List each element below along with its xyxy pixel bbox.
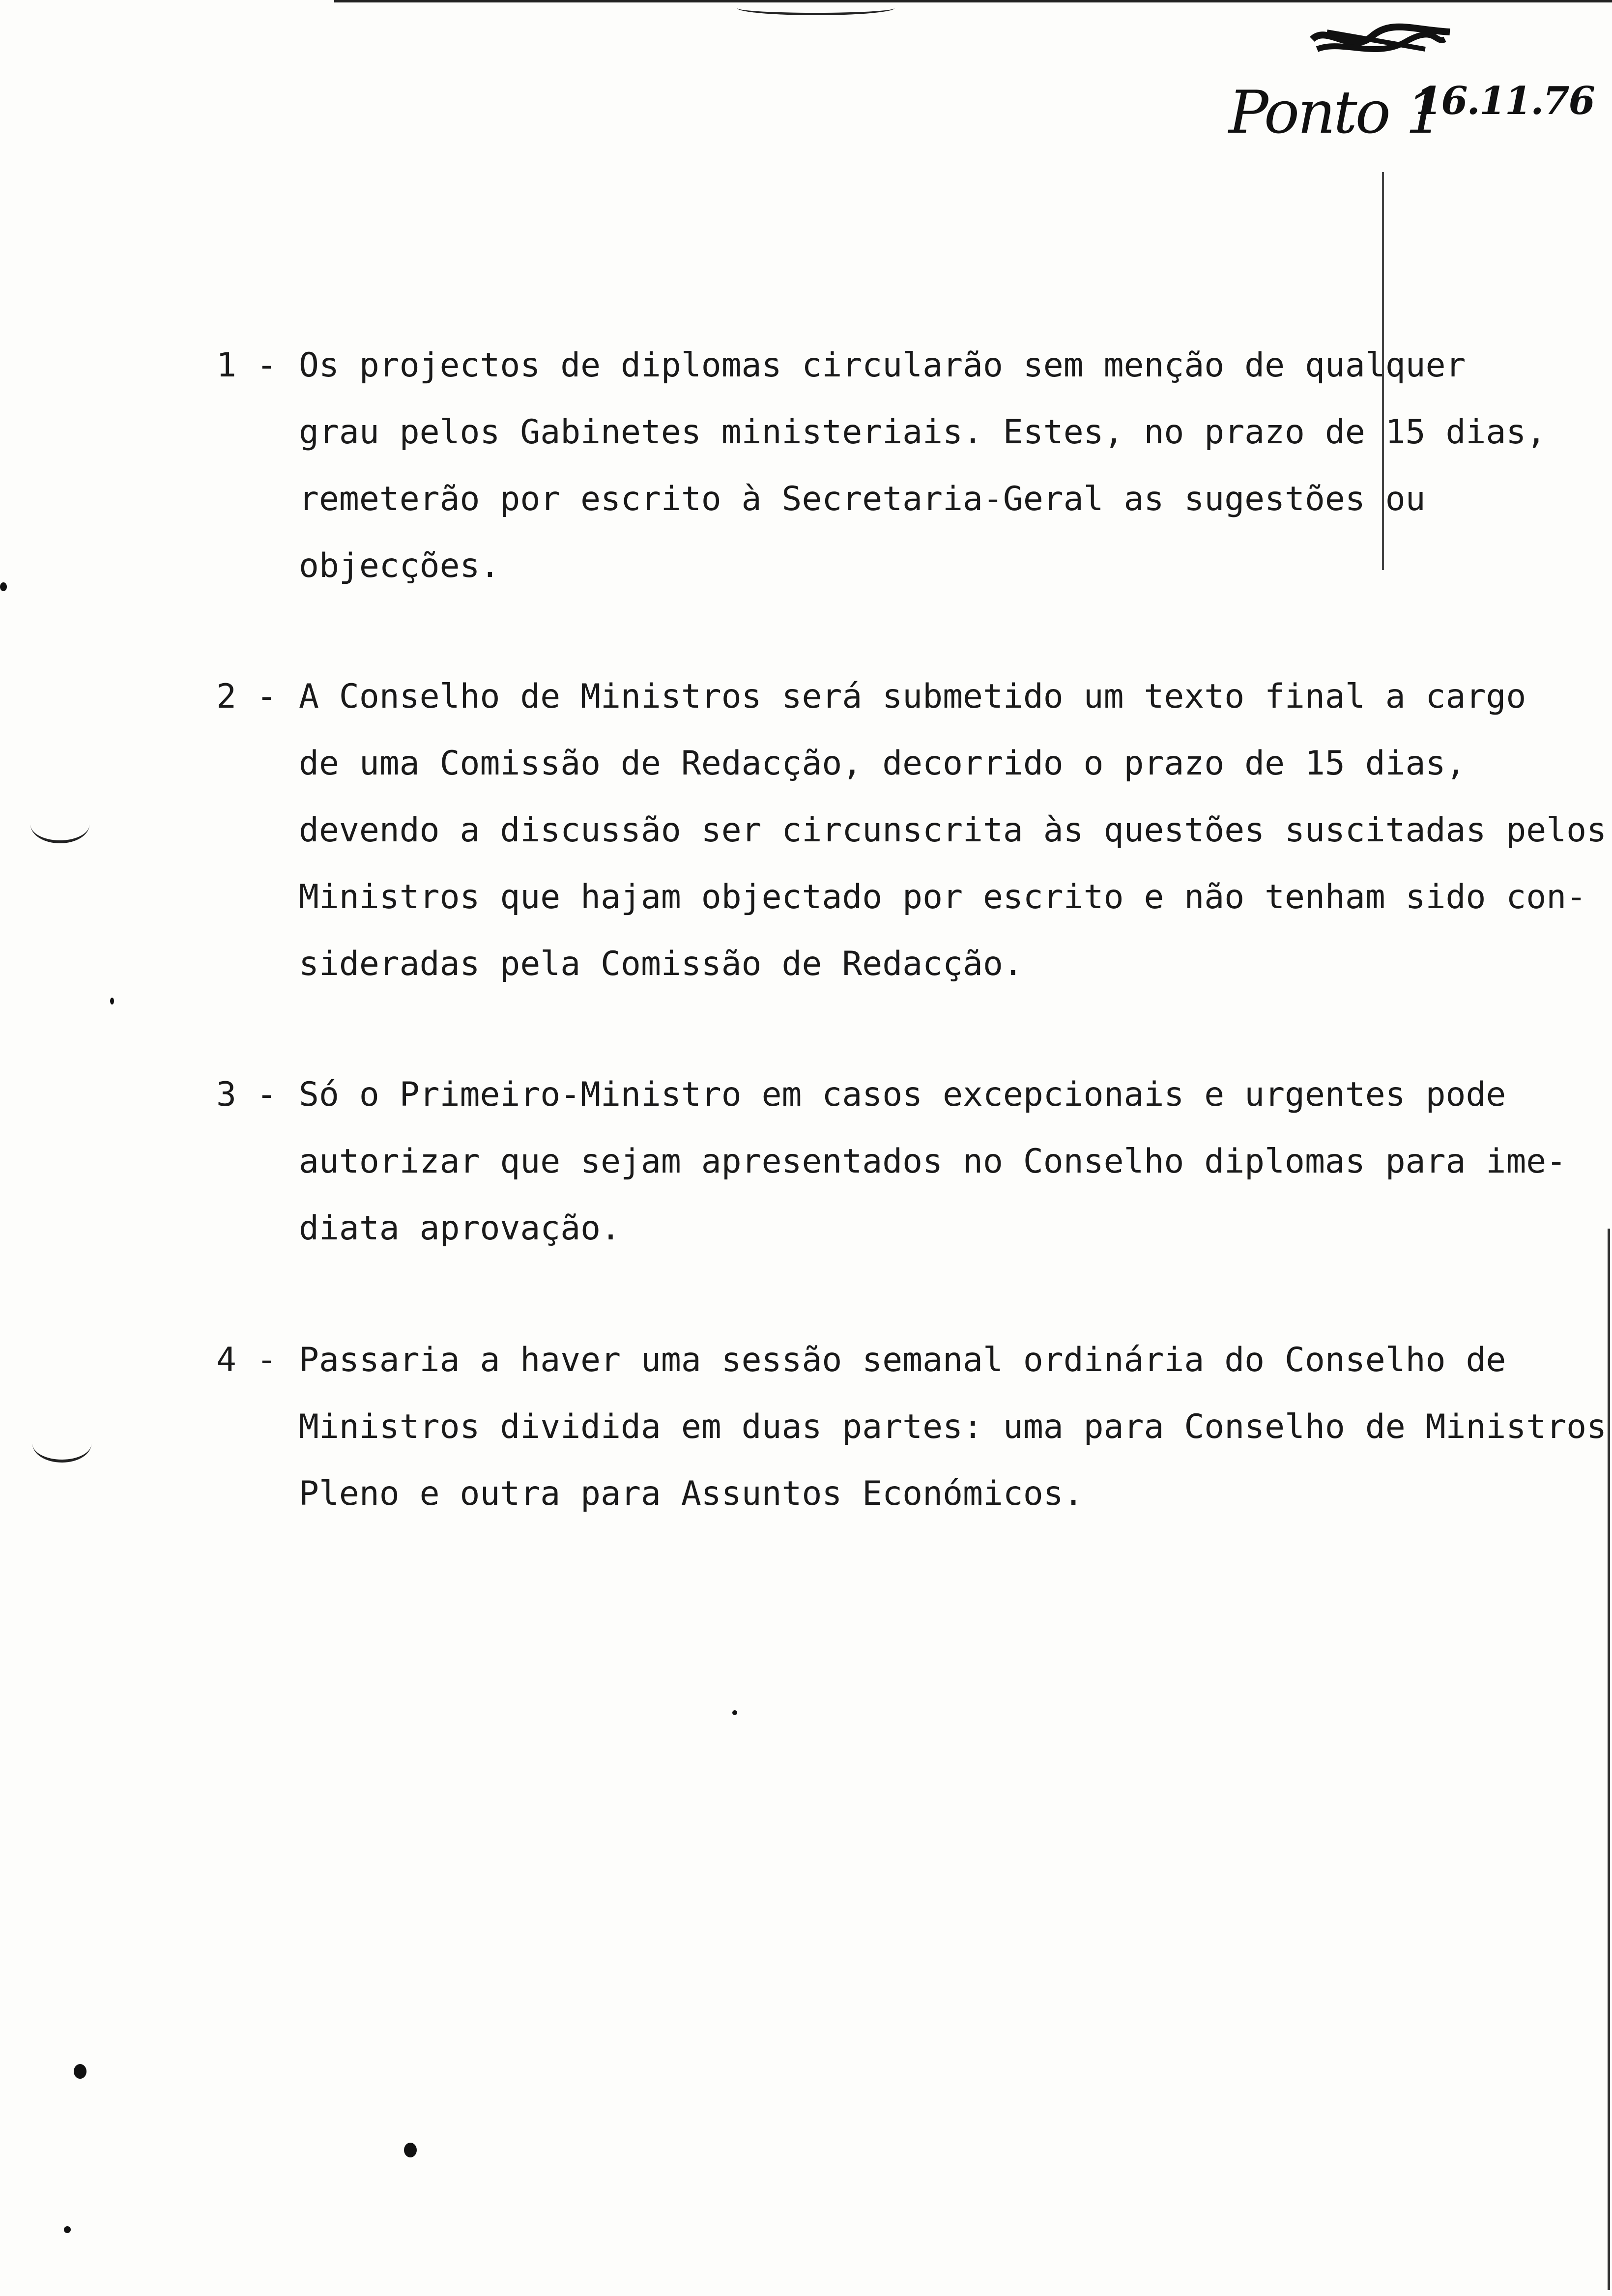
item-line: objecções. [299, 546, 500, 585]
list-item [216, 663, 1607, 998]
crossed-out-scribble [1307, 20, 1455, 64]
item-line: grau pelos Gabinetes ministeriais. Estes, no prazo de 15 dias, [299, 413, 1547, 452]
item-number: 1 - [216, 346, 277, 385]
scan-speck [74, 2064, 86, 2079]
item-line: diata aprovação. [299, 1209, 621, 1248]
punch-hole-mark [32, 1425, 91, 1463]
scan-speck [404, 2143, 417, 2157]
item-number: 4 - [216, 1341, 277, 1379]
item-line: Ministros que hajam objectado por escrito e não tenham sido con- [299, 878, 1587, 917]
item-line: sideradas pela Comissão de Redacção. [299, 945, 1023, 983]
item-number: 2 - [216, 677, 277, 716]
scan-speck [110, 998, 114, 1004]
scan-speck [64, 2226, 71, 2233]
page-top-edge [334, 0, 1612, 6]
item-line: devendo a discussão ser circunscrita às questões suscitadas pelos [299, 811, 1607, 850]
list-item [216, 1327, 1607, 1527]
handwritten-date: 16.11.76 [1415, 79, 1594, 123]
item-line: Passaria a haver uma sessão semanal ordinária do Conselho de [299, 1341, 1506, 1379]
item-line: Pleno e outra para Assuntos Económicos. [299, 1474, 1084, 1513]
item-line: Os projectos de diplomas circularão sem menção de qualquer [299, 346, 1466, 385]
scan-speck [732, 1710, 737, 1715]
item-line: remeterão por escrito à Secretaria-Geral as sugestões ou [299, 480, 1426, 518]
handwritten-note: Ponto 1 [1229, 79, 1441, 147]
item-line: Só o Primeiro-Ministro em casos excepcionais e urgentes pode [299, 1075, 1506, 1114]
item-line: autorizar que sejam apresentados no Conselho diplomas para ime- [299, 1142, 1567, 1181]
scan-speck [0, 582, 7, 591]
item-line: A Conselho de Ministros será submetido um texto final a cargo [299, 677, 1526, 716]
page-top-curl [737, 1, 894, 15]
page-right-edge [1608, 1229, 1610, 2290]
list-item [216, 332, 1592, 600]
item-line: Ministros dividida em duas partes: uma para Conselho de Ministros [299, 1407, 1607, 1446]
item-number: 3 - [216, 1075, 277, 1114]
list-item [216, 1062, 1592, 1262]
item-line: de uma Comissão de Redacção, decorrido o prazo de 15 dias, [299, 744, 1466, 783]
punch-hole-mark [30, 806, 89, 843]
